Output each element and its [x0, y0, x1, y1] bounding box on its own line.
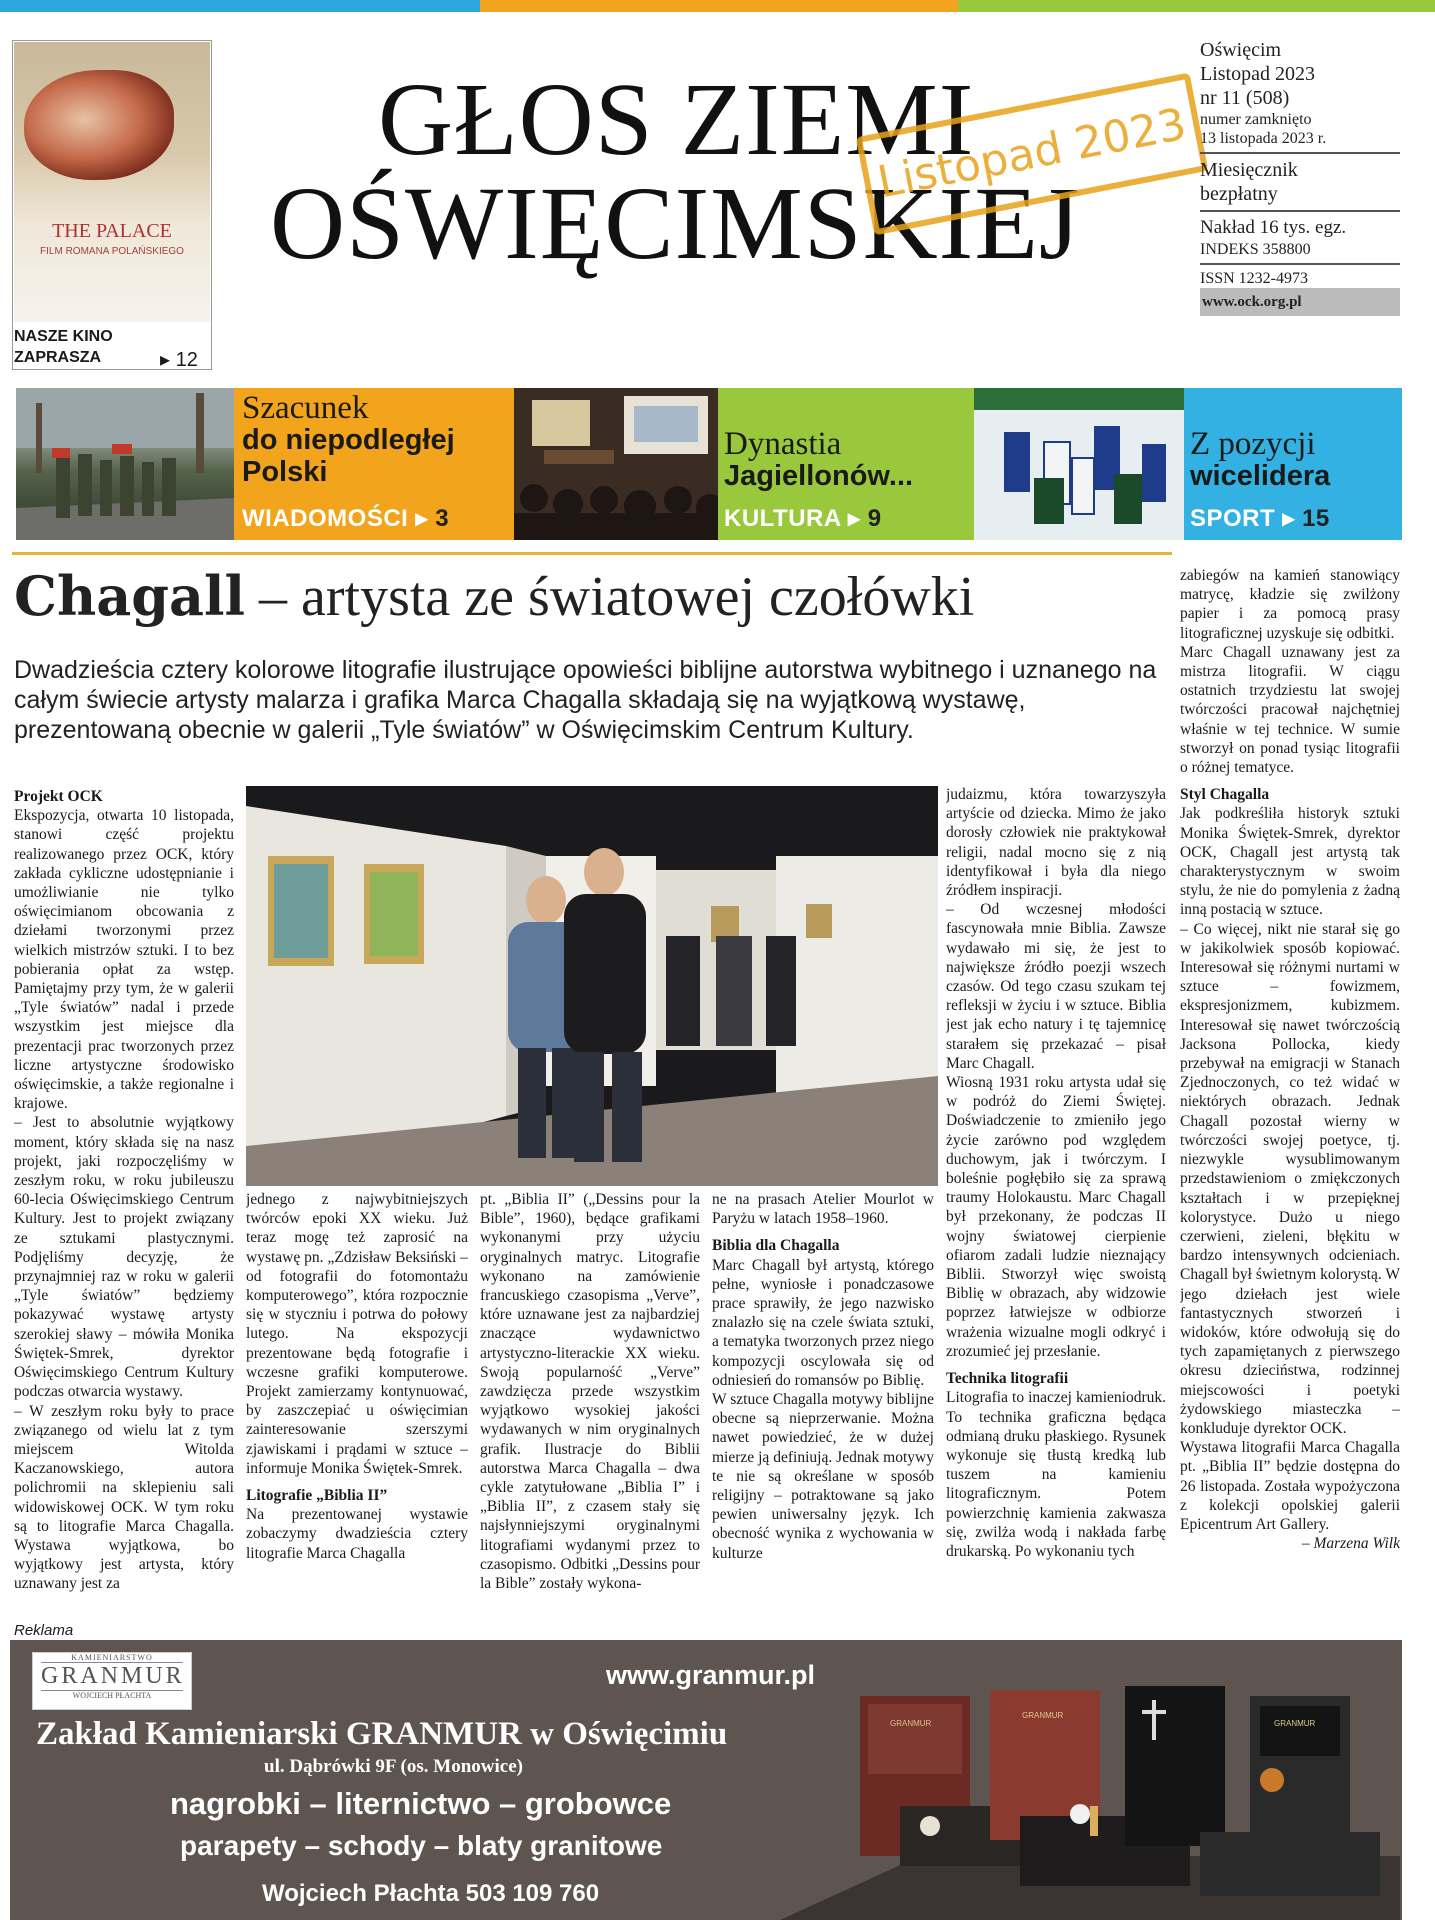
article-column-4: ne na prasach Atelier Mourlot w Paryżu w latach 1958–1960. Biblia dla Chagalla Marc Chagall był artystą, którego pełne, wyniosłe i ponadczasowe prace sprawiły, że jego nazwisko znalazło się na czele świata sztuki, a tematyka tworzonych przez niego kompozycji oscylowała się od odniesień do romansów po Biblię. W sztuce Chagalla motywy biblijne obecne są nieprzerwanie. Można nawet powiedzieć, że w dużej mierze ją definiują. Jednak motywy te nie są określane w sposób religijny – potraktowane są jako pewien uniwersalny język. Ich obecność wynika z wychowania w kulturze — [712, 1191, 934, 1562]
color-bar-green — [958, 0, 1435, 12]
exhibition-illustration — [246, 786, 938, 1186]
svg-text:GRANMUR: GRANMUR — [890, 1719, 932, 1728]
website-link[interactable]: www.ock.org.pl — [1200, 288, 1400, 316]
arrow-right-icon: ▸ — [408, 505, 436, 532]
granmur-logo: KAMIENIARSTWO GRANMUR WOJCIECH PŁACHTA — [32, 1652, 192, 1710]
cinema-page-ref: ▸ 12 — [160, 349, 198, 371]
article-column-1: Projekt OCK Ekspozycja, otwarta 10 listopada, stanowi część projektu realizowanego przez OCK, który zakłada cykliczne udostępnianie i umożliwianie nie tylko oświęcimianom obcowania z dziełami tworzonymi przez wielkich mistrzów sztuki. I to bez pobierania opłat za wstęp. Pamiętajmy przy tym, że w galerii „Tyle światów” nadal i przede wszystkim jest miejsce dla prezentacji prac tworzonych przez liczne artystyczne środowisko oświęcimskie, a także regionalne i krajowe. – Jest to absolutnie wyjątkowy moment, który składa się na nasz projekt, jaki rozpoczęliśmy w zeszłym roku, w roku jubileuszu 60-lecia Oświęcimskiego Centrum Kultury. Jest to projekt związany ze sztukami plastycznymi. Podjęliśmy decyzję, że przynajmniej raz w roku w galerii „Tyle światów” będziemy pokazywać wystawę artysty szerokiej sławy – mówiła Monika Świętek-Smrek, dyrektor Oświęcimskiego Centrum Kultury podczas otwarcia wystawy. – W zeszłym roku były to prace związanego od wielu lat z tym miejscem Witolda Kaczanowskiego, autora polichromii na sklepieniu sali widowiskowej OCK. W tym roku są to litografie Marca Chagalla. Wystawa wyjątkowa, bo wyjątkowy jest artysta, który uznawany jest za — [14, 788, 234, 1593]
cinema-label: NASZE KINO ZAPRASZA — [14, 328, 113, 366]
poster-portrait — [24, 70, 174, 180]
teaser-2-photo — [514, 388, 718, 540]
ad-company-name: Zakład Kamieniarski GRANMUR w Oświęcimiu — [36, 1716, 728, 1752]
arrow-right-icon: ▸ — [160, 349, 176, 371]
issue-info: Oświęcim Listopad 2023 nr 11 (508) numer zamknięto 13 listopada 2023 r. Miesięcznik bezpłatny Nakład 16 tys. egz. INDEKS 358800 ISSN 1232-4973 www.ock.org.pl — [1200, 38, 1400, 316]
date-stamp: Listopad 2023 — [856, 72, 1209, 235]
arrow-right-icon: ▸ — [1275, 505, 1303, 532]
ad-contact: Wojciech Płachta 503 109 760 — [262, 1880, 600, 1907]
masthead-title: GŁOS ZIEMI OŚWIĘCIMSKIEJ — [270, 62, 1081, 281]
hockey-illustration — [974, 388, 1184, 540]
article-column-5: judaizmu, która towarzyszyła artyście od dziecka. Mimo że jako dorosły człowiek nie praktykował religii, nadal mocno się z nią identyfikował i była dla niego źródłem inspiracji. – Od wczesnej młodości fascynowała mnie Biblia. Zawsze wydawało mi się, że jest to największe źródło poezji wszech czasów. Od tego czasu szukam tej refleksji w życiu i w sztuce. Biblia jest jak echo natury i tę tajemnicę starałem się przekazać – pisał Marc Chagall. Wiosną 1931 roku artysta udał się w podróż do Ziemi Świętej. Doświadczenie to zmieniło jego życie zarówno pod względem duchowym, jak i twórczym. I boleśnie pogłębiło się za sprawą traumy Holokaustu. Marc Chagall był przekonany, że podczas II wojny światowej cierpienie ofiarom zadali ludzie nieznający Biblii. Stworzył więc swoistą Biblię w obrazach, aby widzowie poprzez łatwiejsze w odbiorze wrażenia wizualne mogli odkryć i zrozumieć jej przesłanie. Technika litografii Litografia to inaczej kamieniodruk. To technika graficzna będąca odmianą druku płaskiego. Rysunek wykonuje się tłustą kredką lub tuszem na kamieniu litograficznym. Potem powierzchnię kamienia zakwasza się, zwilża wodą i nakłada farbę drukarską. Po wykonaniu tych — [946, 786, 1166, 1560]
tombstones-illustration — [780, 1656, 1400, 1920]
ad-label: Reklama — [14, 1622, 74, 1639]
teaser-2-text: Dynastia Jagiellonów... — [724, 426, 914, 492]
teaser-3-section[interactable]: SPORT ▸ 15 — [1190, 505, 1330, 532]
ad-address: ul. Dąbrówki 9F (os. Monowice) — [264, 1756, 523, 1777]
poster-subtitle: FILM ROMANA POLAŃSKIEGO — [40, 246, 184, 257]
article-column-2: jednego z najwybitniejszych twórców epoki XX wieku. Już teraz mogę też zaprosić na wystawę pn. „Zdzisław Beksiński – od fotografii do fotomontażu komputerowego”, która rozpocznie się w styczniu i potrwa do połowy lutego. Na ekspozycji prezentowane będą fotografie i wczesne grafiki komputerowe. Projekt zamierzamy kontynuować, by zaszczepiać u oświęcimian zainteresowanie szerszymi zjawiskami i prądami w sztuce – informuje Monika Świętek-Smrek. Litografie „Biblia II” Na prezentowanej wystawie zobaczymy dwadzieścia cztery litografie Marca Chagalla — [246, 1191, 468, 1562]
poster-title: THE PALACE — [52, 220, 172, 242]
arrow-right-icon: ▸ — [840, 505, 868, 532]
article-headline: Chagall – artysta ze światowej czołówki — [14, 564, 975, 628]
parade-illustration — [16, 388, 234, 540]
ad-services-1: nagrobki – liternictwo – grobowce — [170, 1786, 672, 1821]
article-lede: Dwadzieścia cztery kolorowe litografie ilustrujące opowieści biblijne autorstwa wybitnego i uznanego na całym świecie artysty malarza i grafika Marca Chagalla składają się na wyjątkową wystawę, prezentowaną obecnie w galerii „Tyle światów” w Oświęcimskim Centrum Kultury. — [14, 656, 1157, 744]
gallery-photo — [246, 786, 938, 1186]
color-bar-orange — [480, 0, 958, 12]
article-column-6: zabiegów na kamień stanowiący matrycę, kładzie się zwilżony papier i za pomocą prasy litograficznej uzyskuje się odbitki. Marc Chagall uznawany jest za mistrza litografii. W ciągu ostatnich trzydziestu lat swojej twórczości pracował najchętniej właśnie w tej technice. W sumie stworzył on ponad tysiąc litografii o różnej tematyce. Styl Chagalla Jak podkreśliła historyk sztuki Monika Świętek-Smrek, dyrektor OCK, Chagall jest artystą tak charakterystycznym w swoim stylu, że nie do pomylenia z żadną inną postacią w sztuce. – Co więcej, nikt nie starał się go w jakikolwiek sposób kopiować. Interesował się różnymi nurtami w sztuce – fowizmem, ekspresjonizmem, kubizmem. Interesował się nawet twórczością Jacksona Pollocka, kiedy przebywał na emigracji w Stanach Zjednoczonych, co też widać w niektórych obrazach. Jednak Chagall pozostał wierny w twórczości swojej poetyce, tj. niezwykle wysublimowanym przedstawieniom o zmiękczonych kształtach i w przepięknej kolorystyce. Dużo u niego czerwieni, zieleni, błękitu w bardzo intensywnych odcieniach. Chagall był świetnym kolorystą. W jego dziełach jest wiele fantastycznych stworzeń i widoków, które odwołują się do tych zapamiętanych z pierwszego okresu dzieciństwa, rodzinnej miejscowości i poetyki żydowskiego miasteczka – konkluduje dyrektor OCK. Wystawa litografii Marca Chagalla pt. „Biblia II” będzie dostępna do 26 listopada. Została wypożyczona z kolekcji opolskiej galerii Epicentrum Art Gallery. – Marzena Wilk — [1180, 567, 1400, 1553]
color-bar-blue — [0, 0, 480, 12]
ad-services-2: parapety – schody – blaty granitowe — [180, 1830, 663, 1861]
lecture-illustration — [514, 388, 718, 540]
teaser-3-photo — [974, 388, 1184, 540]
article-column-3: pt. „Biblia II” („Dessins pour la Bible”, 1960), będące grafikami wykonanymi przy użyciu oryginalnych matryc. Litografie wykonano na zamówienie francuskiego czasopisma „Verve”, które uznawane jest za najbardziej znaczące wydawnictwo artystyczno-literackie XX wieku. Swoją popularność „Verve” zawdzięcza przede wszystkim wyjątkowo wysokiej jakości wydawanych w nim oryginalnych grafik. Ilustracje do Biblii autorstwa Marca Chagalla – dwa cykle zatytułowane „Biblia I” i „Biblia II”, z czasem stały się najsłynniejszymi oryginalnymi litografiami wydanymi przez to czasopismo. Odbitki „Dessins pour la Bible” zostały wykona- — [480, 1191, 700, 1593]
divider — [12, 552, 1172, 555]
teaser-1-photo — [16, 388, 234, 540]
svg-text:GRANMUR: GRANMUR — [1274, 1719, 1316, 1728]
teaser-3-text: Z pozycji wicelidera — [1190, 426, 1331, 492]
teaser-1-section[interactable]: WIADOMOŚCI ▸ 3 — [242, 505, 450, 532]
svg-text:GRANMUR: GRANMUR — [1022, 1711, 1064, 1720]
tombstones-image — [780, 1656, 1400, 1920]
teaser-2-section[interactable]: KULTURA ▸ 9 — [724, 505, 882, 532]
ad-url[interactable]: www.granmur.pl — [606, 1660, 816, 1690]
teaser-1-text: Szacunek do niepodległej Polski — [242, 390, 455, 488]
